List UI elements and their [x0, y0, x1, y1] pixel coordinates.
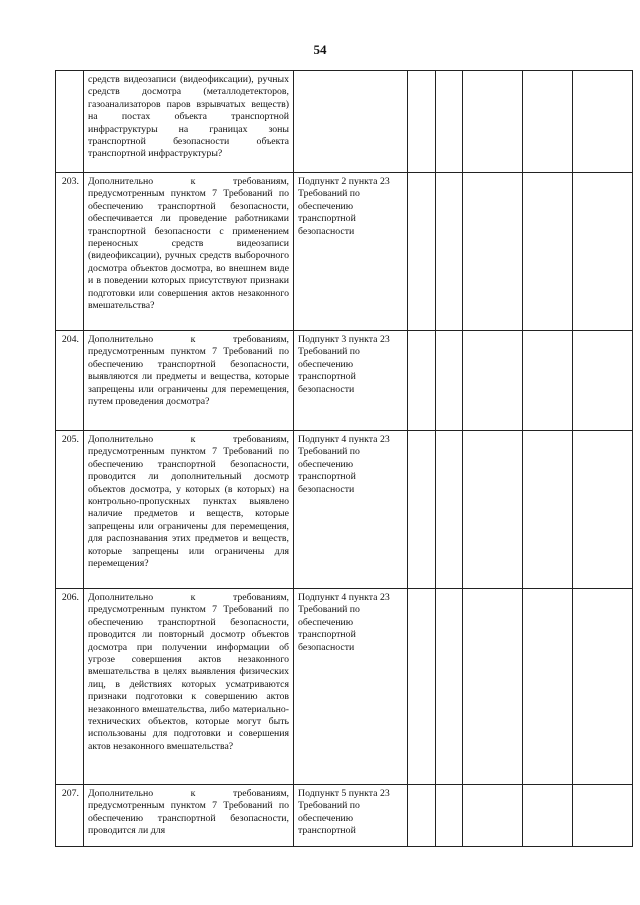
- comment-cell: [573, 331, 633, 431]
- question-text: средств видеозаписи (видеофиксации), ручных средств досмотра (металлодетекторов, газоанализаторов паров взрывчатых веществ) на постах объекта транспортной инфраструктуры на границах зоны транспортной безопасности объекта транспортной инфраструктуры?: [84, 71, 294, 173]
- comment-cell: [573, 589, 633, 785]
- note-cell: [523, 589, 573, 785]
- reference-text: [294, 71, 408, 173]
- answer-no-cell: [436, 71, 463, 173]
- answer-yes-cell: [408, 331, 436, 431]
- row-number: 207.: [56, 785, 84, 847]
- answer-no-cell: [436, 331, 463, 431]
- reference-text: Подпункт 4 пункта 23 Требований по обеспечению транспортной безопасности: [294, 431, 408, 589]
- comment-cell: [573, 71, 633, 173]
- question-text: Дополнительно к требованиям, предусмотренным пунктом 7 Требований по обеспечению транспортной безопасности, проводится ли для: [84, 785, 294, 847]
- reference-text: Подпункт 4 пункта 23 Требований по обеспечению транспортной безопасности: [294, 589, 408, 785]
- table-row: [56, 785, 633, 847]
- comment-cell: [573, 173, 633, 331]
- question-text: Дополнительно к требованиям, предусмотренным пунктом 7 Требований по обеспечению транспортной безопасности, обеспечивается ли проведение работниками транспортной безопасности с применением переносных средств видеозаписи (видеофиксации), ручных средств выборочного досмотра объектов досмотра, во внешнем виде и в поведении которых присутствуют признаки подготовки или совершения актов незаконного вмешательства?: [84, 173, 294, 331]
- question-text: Дополнительно к требованиям, предусмотренным пунктом 7 Требований по обеспечению транспортной безопасности, проводится ли дополнительный досмотр объектов досмотра, у которых (в которых) на контрольно-пропускных пунктах выявлено наличие предметов и веществ, которые запрещены или ограничены для перемещения, для распознавания этих предметов и веществ, которые запрещены или ограничены для перемещения?: [84, 431, 294, 589]
- row-number: 203.: [56, 173, 84, 331]
- not-applicable-cell: [463, 431, 523, 589]
- answer-no-cell: [436, 173, 463, 331]
- table-row: [56, 331, 633, 431]
- question-text: Дополнительно к требованиям, предусмотренным пунктом 7 Требований по обеспечению транспортной безопасности, проводится ли повторный досмотр объектов досмотра при получении информации об угрозе совершения актов незаконного вмешательства в целях выявления физических лиц, в действиях которых усматриваются признаки подготовки к совершению актов незаконного вмешательства, либо материально-технических объектов, которые могут быть использованы для подготовки и совершения актов незаконного вмешательства?: [84, 589, 294, 785]
- reference-text: Подпункт 3 пункта 23 Требований по обеспечению транспортной безопасности: [294, 331, 408, 431]
- answer-no-cell: [436, 431, 463, 589]
- reference-text: Подпункт 5 пункта 23 Требований по обеспечению транспортной: [294, 785, 408, 847]
- table-row: [56, 173, 633, 331]
- answer-yes-cell: [408, 173, 436, 331]
- note-cell: [523, 71, 573, 173]
- answer-yes-cell: [408, 431, 436, 589]
- table-row: [56, 71, 633, 173]
- note-cell: [523, 785, 573, 847]
- question-text: Дополнительно к требованиям, предусмотренным пунктом 7 Требований по обеспечению транспортной безопасности, выявляются ли предметы и вещества, которые запрещены или ограничены для перемещения, путем проведения досмотра?: [84, 331, 294, 431]
- not-applicable-cell: [463, 71, 523, 173]
- answer-no-cell: [436, 589, 463, 785]
- note-cell: [523, 173, 573, 331]
- comment-cell: [573, 785, 633, 847]
- page-number: 54: [313, 42, 327, 57]
- note-cell: [523, 431, 573, 589]
- row-number: 205.: [56, 431, 84, 589]
- answer-yes-cell: [408, 785, 436, 847]
- row-number: 206.: [56, 589, 84, 785]
- row-number: 204.: [56, 331, 84, 431]
- comment-cell: [573, 431, 633, 589]
- answer-yes-cell: [408, 589, 436, 785]
- not-applicable-cell: [463, 589, 523, 785]
- note-cell: [523, 331, 573, 431]
- table-row: [56, 431, 633, 589]
- checklist-table: [55, 70, 633, 847]
- table-row: [56, 589, 633, 785]
- not-applicable-cell: [463, 173, 523, 331]
- row-number: [56, 71, 84, 173]
- answer-no-cell: [436, 785, 463, 847]
- reference-text: Подпункт 2 пункта 23 Требований по обеспечению транспортной безопасности: [294, 173, 408, 331]
- answer-yes-cell: [408, 71, 436, 173]
- not-applicable-cell: [463, 331, 523, 431]
- not-applicable-cell: [463, 785, 523, 847]
